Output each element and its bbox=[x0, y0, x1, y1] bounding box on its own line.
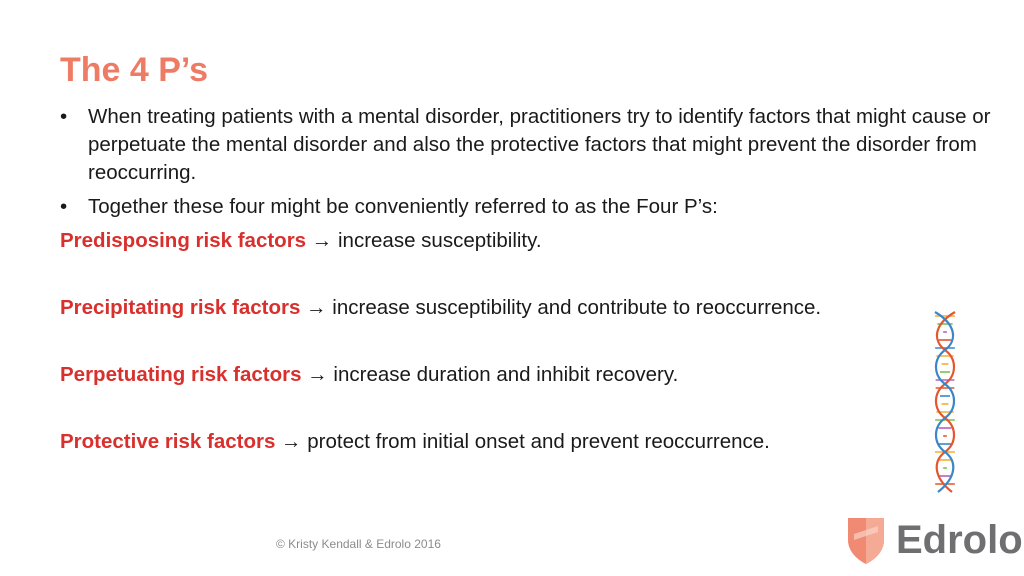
slide-title: The 4 P’s bbox=[60, 51, 209, 89]
bullet-item bbox=[60, 193, 1005, 221]
factor-name: Perpetuating risk factors bbox=[60, 363, 302, 386]
bullet-text: When treating patients with a mental disorder, practitioners try to identify factors that might cause or perpetuate the mental disorder and also the protective factors that might prevent the disorder from reoccurring. bbox=[88, 105, 991, 184]
factor-perpetuating bbox=[60, 361, 678, 389]
edrolo-logo bbox=[846, 514, 1023, 566]
dna-helix-icon bbox=[928, 310, 962, 494]
factor-description: → increase duration and inhibit recovery. bbox=[301, 363, 679, 386]
factor-name: Protective risk factors bbox=[60, 430, 276, 453]
bullet-symbol: • bbox=[60, 105, 68, 128]
factor-predisposing bbox=[60, 227, 542, 255]
factor-description: → increase susceptibility and contribute to reoccurrence. bbox=[300, 296, 822, 319]
bullet-item bbox=[60, 103, 1005, 187]
factor-description: → increase susceptibility. bbox=[306, 229, 542, 252]
bullet-text: Together these four might be conveniently referred to as the Four P’s: bbox=[88, 195, 718, 218]
factor-name: Predisposing risk factors bbox=[60, 229, 307, 252]
logo-wordmark: Edrolo bbox=[896, 517, 1023, 562]
bullet-symbol: • bbox=[60, 195, 68, 218]
factor-precipitating bbox=[60, 294, 821, 322]
factor-protective bbox=[60, 428, 770, 456]
copyright-text: © Kristy Kendall & Edrolo 2016 bbox=[276, 537, 441, 551]
factor-name: Precipitating risk factors bbox=[60, 296, 301, 319]
factor-description: → protect from initial onset and prevent reoccurrence. bbox=[275, 430, 770, 453]
shield-logo-icon bbox=[846, 514, 886, 566]
bullet-list bbox=[60, 103, 1005, 227]
